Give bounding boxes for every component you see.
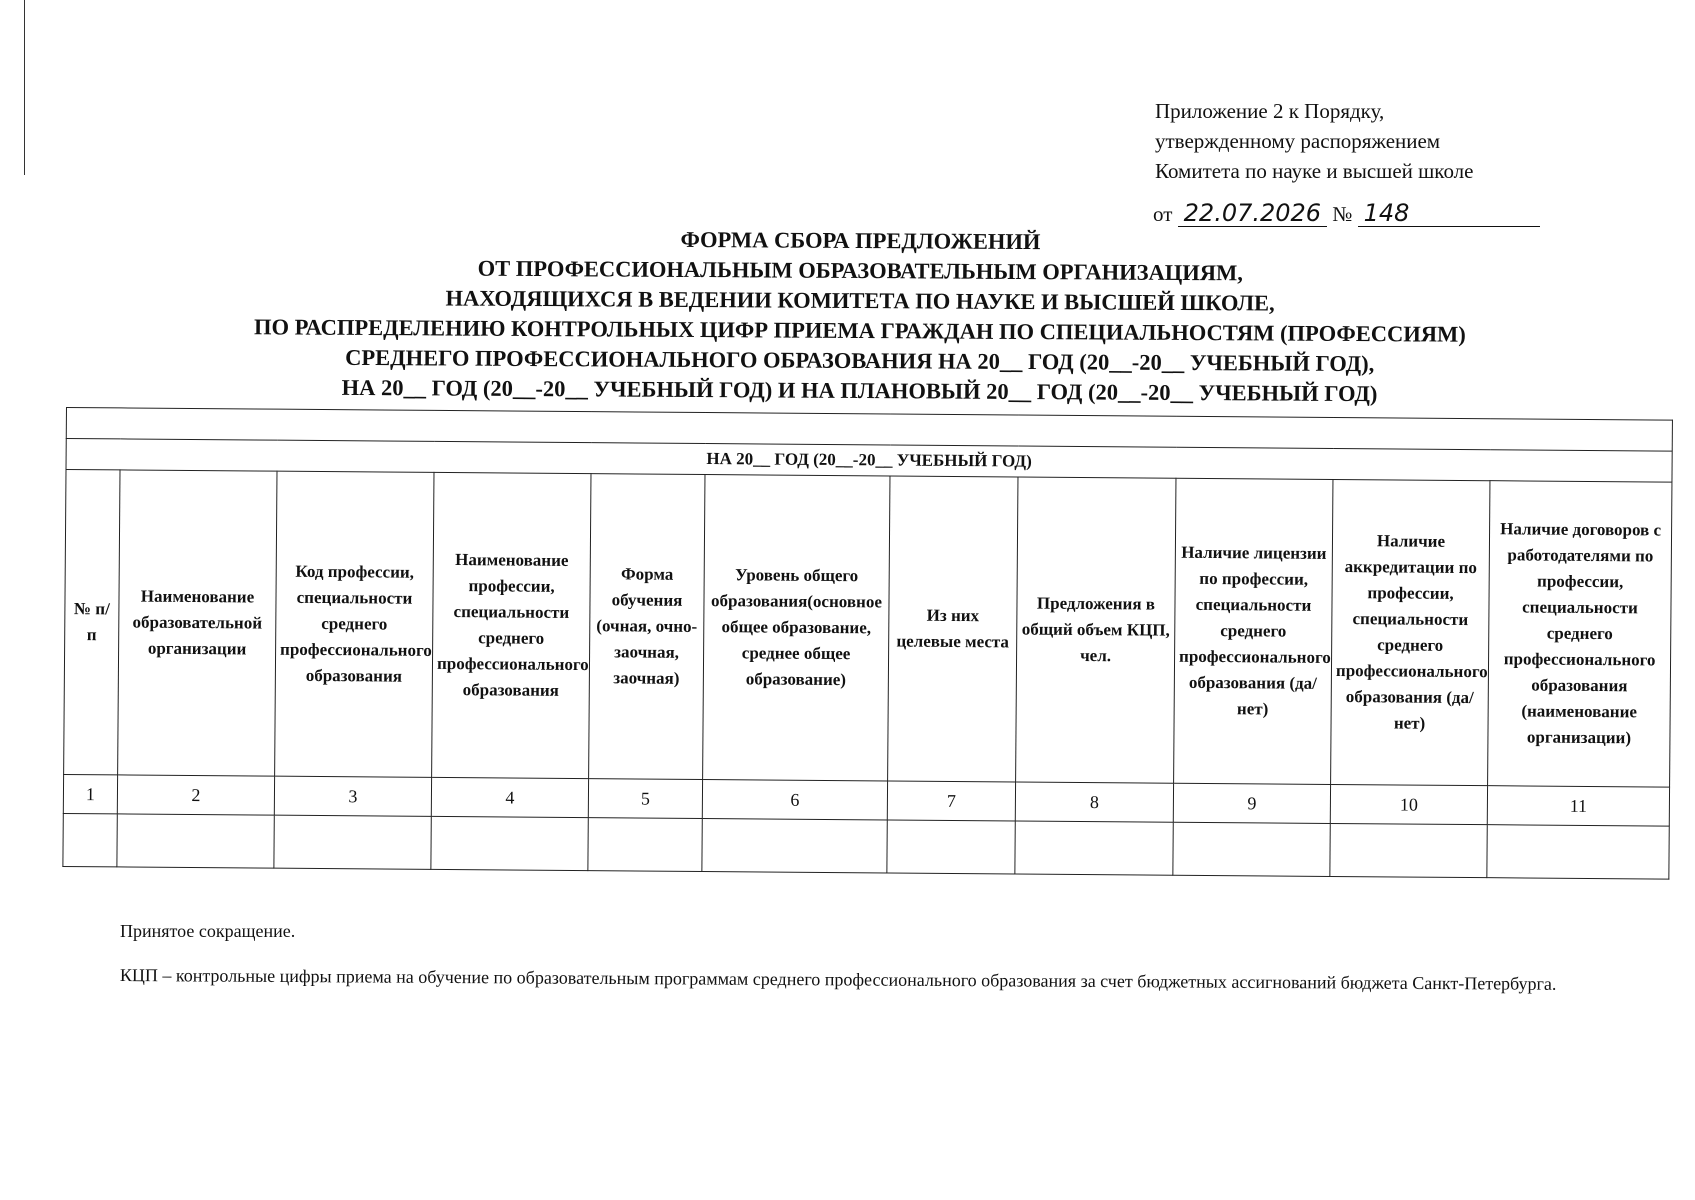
col-number-5: 5 bbox=[588, 779, 702, 819]
col-header-5: Форма обучения (очная, очно-заочная, заочная) bbox=[589, 474, 705, 780]
year-header: НА 20__ ГОД (20__-20__ УЧЕБНЫЙ ГОД) bbox=[66, 439, 1672, 483]
empty-cell bbox=[1487, 825, 1669, 879]
empty-cell bbox=[588, 818, 702, 872]
empty-cell bbox=[274, 815, 431, 869]
empty-cell bbox=[1330, 823, 1487, 877]
decree-number-label: № bbox=[1332, 202, 1353, 226]
empty-cell bbox=[887, 820, 1015, 874]
col-number-4: 4 bbox=[431, 777, 588, 817]
col-header-9: Наличие лицензии по профессии, специальности среднего профессионального образования (да/нет) bbox=[1174, 478, 1333, 784]
proposal-form-table-wrapper bbox=[62, 407, 1672, 880]
appendix-line-1: Приложение 2 к Порядку, bbox=[1155, 99, 1385, 123]
title-line-5: СРЕДНЕГО ПРОФЕССИОНАЛЬНОГО ОБРАЗОВАНИЯ НА 20__ ГОД (20__-20__ УЧЕБНЫЙ ГОД), bbox=[345, 344, 1375, 377]
title-line-4: ПО РАСПРЕДЕЛЕНИЮ КОНТРОЛЬНЫХ ЦИФР ПРИЕМА ГРАЖДАН ПО СПЕЦИАЛЬНОСТЯМ (ПРОФЕССИЯМ) bbox=[253, 314, 1466, 347]
empty-cell bbox=[702, 819, 887, 873]
appendix-line-3: Комитета по науке и высшей школе bbox=[1155, 159, 1474, 183]
empty-cell bbox=[431, 816, 588, 870]
decree-number: 148 bbox=[1358, 200, 1540, 227]
decree-from-label: от bbox=[1153, 202, 1173, 226]
col-header-4: Наименование профессии, специальности среднего профессионального образования bbox=[432, 472, 591, 778]
decree-date: 22.07.2026 bbox=[1178, 200, 1327, 227]
proposal-form-table bbox=[62, 407, 1673, 880]
col-number-9: 9 bbox=[1173, 783, 1330, 823]
scan-edge-line bbox=[24, 0, 25, 175]
empty-cell bbox=[1173, 822, 1330, 876]
title-line-2: ОТ ПРОФЕССИОНАЛЬНЫМ ОБРАЗОВАТЕЛЬНЫМ ОРГАНИЗАЦИЯМ, bbox=[477, 255, 1243, 286]
column-header-row bbox=[64, 470, 1672, 788]
empty-data-row bbox=[63, 813, 1669, 879]
col-number-11: 11 bbox=[1487, 786, 1669, 826]
appendix-line-2: утвержденному распоряжением bbox=[1155, 129, 1441, 153]
col-header-7: Из них целевые места bbox=[888, 476, 1018, 782]
col-header-11: Наличие договоров с работодателями по профессии, специальности среднего профессионального образования (наименование организации) bbox=[1488, 481, 1672, 787]
col-number-7: 7 bbox=[887, 781, 1015, 821]
title-line-6: НА 20__ ГОД (20__-20__ УЧЕБНЫЙ ГОД) И НА ПЛАНОВЫЙ 20__ ГОД (20__-20__ УЧЕБНЫЙ ГОД) bbox=[341, 374, 1378, 407]
col-number-2: 2 bbox=[117, 775, 274, 815]
decree-reference bbox=[1153, 200, 1540, 227]
appendix-header bbox=[1155, 96, 1473, 186]
form-title bbox=[159, 222, 1560, 411]
col-header-6: Уровень общего образования(основное общее образование, среднее общее образование) bbox=[703, 475, 890, 781]
abbreviation-title: Принятое сокращение. bbox=[120, 921, 296, 941]
kcp-definition: КЦП – контрольные цифры приема на обучение по образовательным программам среднего профессионального образования за счет бюджетных ассигнований бюджета Санкт-Петербурга. bbox=[119, 964, 1557, 994]
col-number-1: 1 bbox=[63, 774, 117, 813]
col-header-2: Наименование образовательной организации bbox=[118, 470, 277, 776]
empty-cell bbox=[63, 813, 117, 866]
title-line-1: ФОРМА СБОРА ПРЕДЛОЖЕНИЙ bbox=[680, 226, 1041, 255]
col-header-8: Предложения в общий объем КЦП, чел. bbox=[1016, 477, 1176, 783]
col-header-1: № п/п bbox=[64, 470, 120, 775]
col-number-10: 10 bbox=[1330, 784, 1487, 824]
title-line-3: НАХОДЯЩИХСЯ В ВЕДЕНИИ КОМИТЕТА ПО НАУКЕ И ВЫСШЕЙ ШКОЛЕ, bbox=[445, 285, 1275, 316]
empty-cell bbox=[1015, 821, 1173, 875]
col-header-10: Наличие аккредитации по профессии, специальности среднего профессионального образования (да/нет) bbox=[1331, 479, 1490, 785]
col-number-6: 6 bbox=[702, 780, 887, 820]
col-number-8: 8 bbox=[1015, 782, 1173, 822]
col-number-3: 3 bbox=[274, 776, 431, 816]
empty-cell bbox=[117, 814, 274, 868]
col-header-3: Код профессии, специальности среднего профессионального образования bbox=[275, 471, 434, 777]
